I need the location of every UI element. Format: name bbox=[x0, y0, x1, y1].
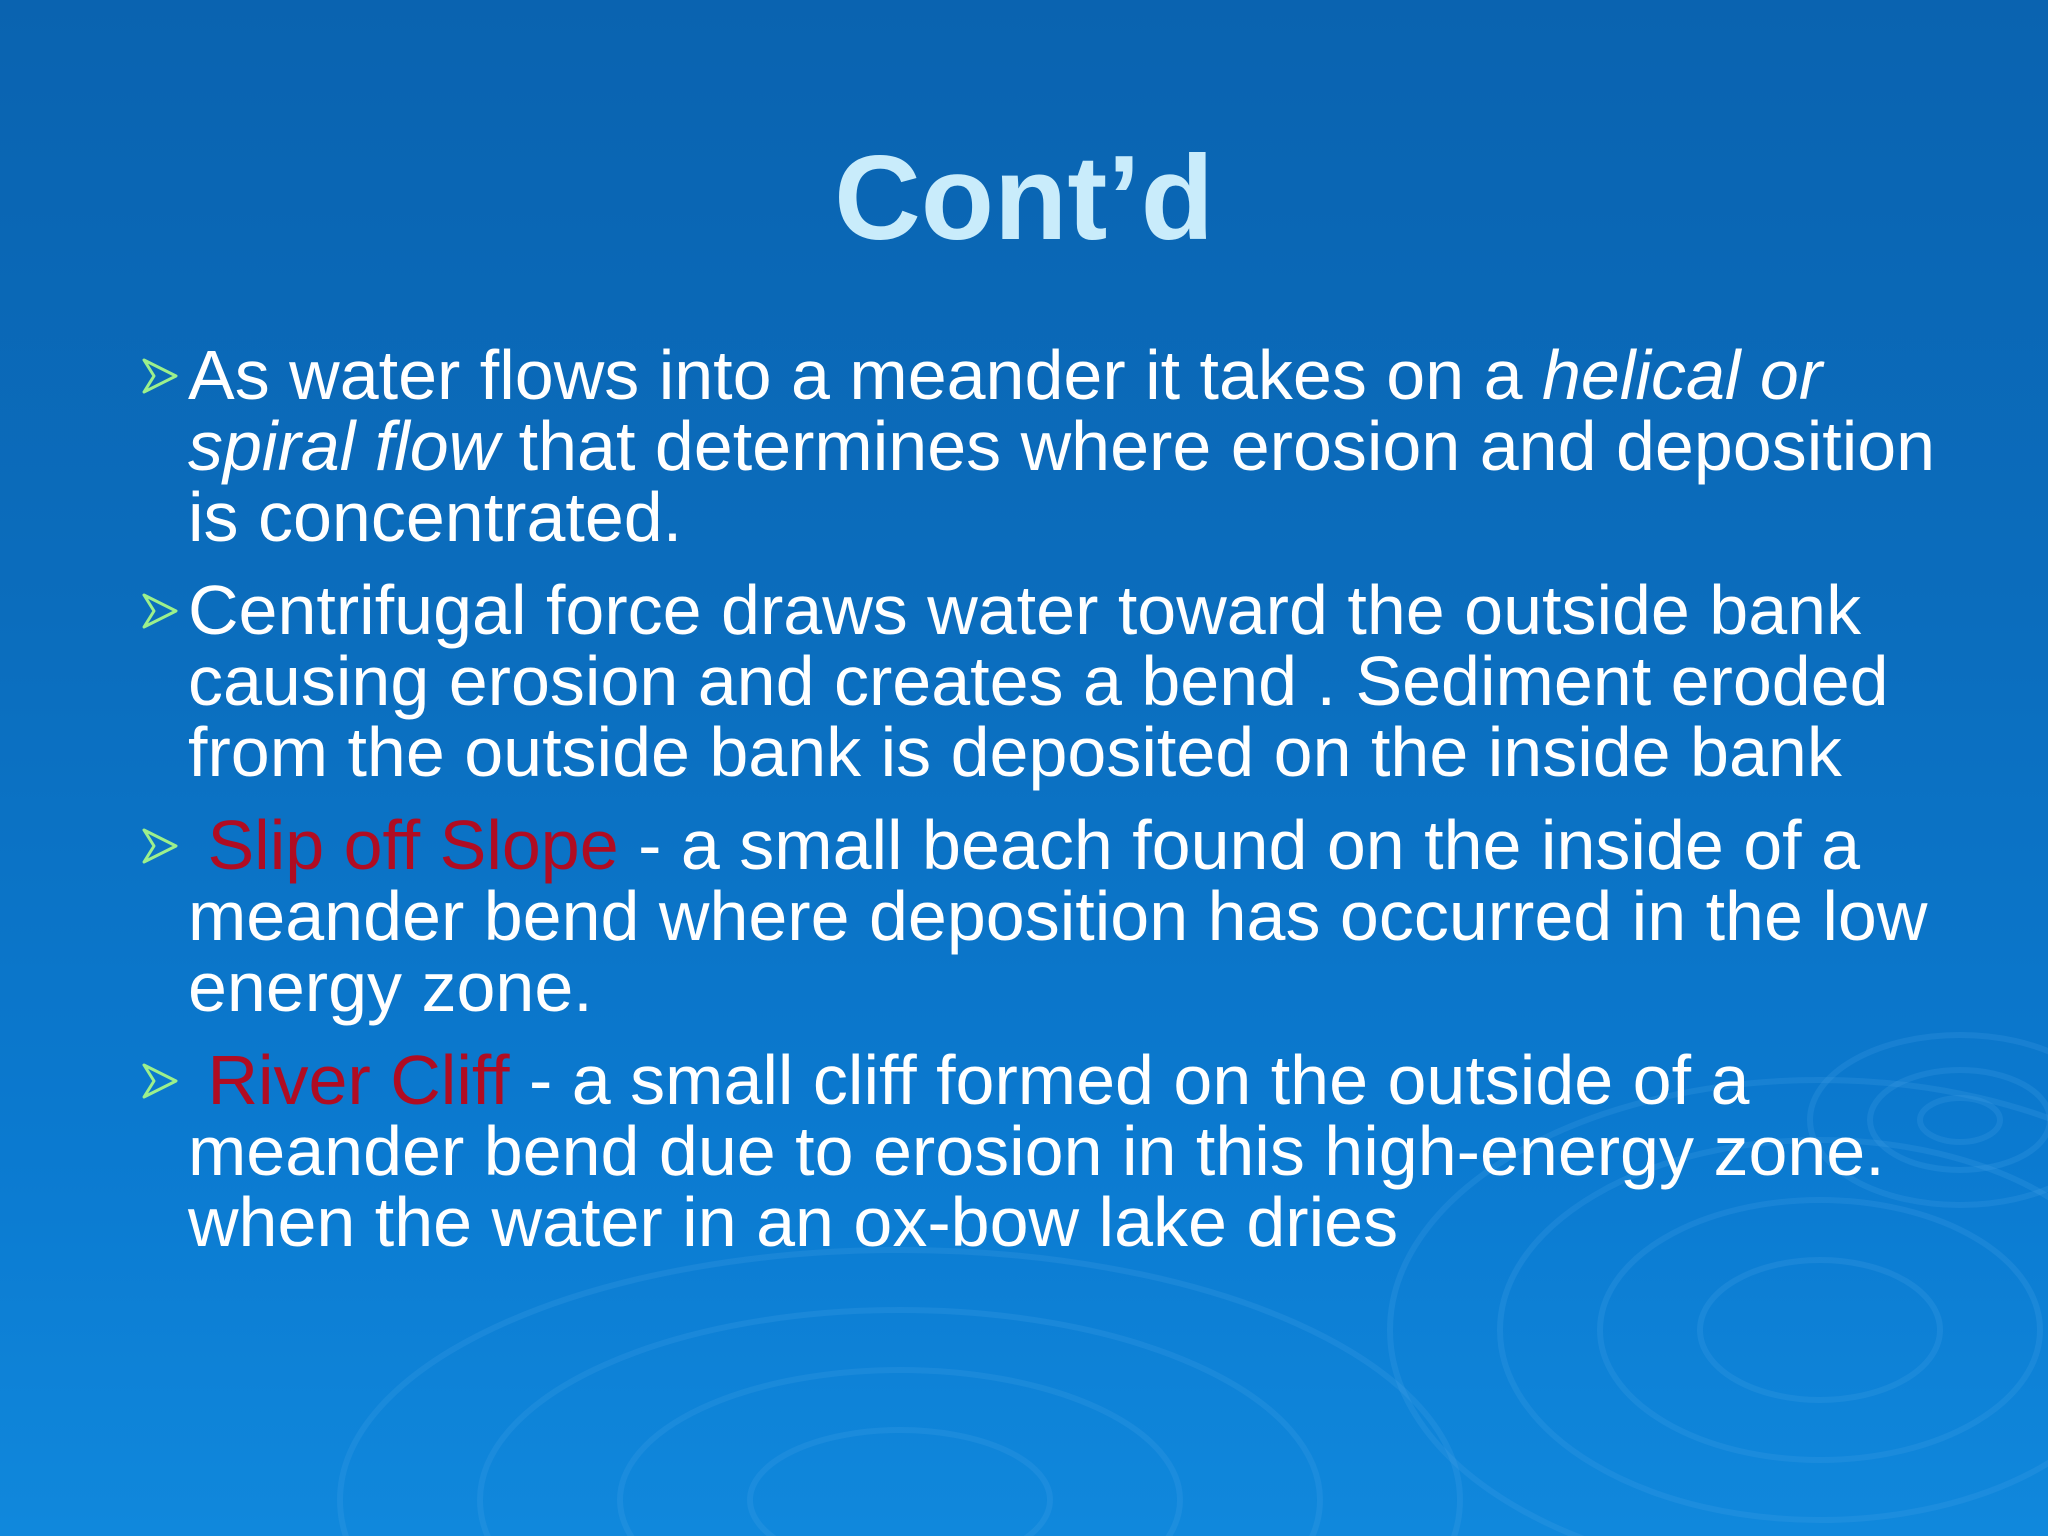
bullet-river-cliff bbox=[140, 1041, 1940, 1261]
bullet-emphasis: helical or spiral flow bbox=[188, 336, 1823, 485]
term-slip-off-slope: Slip off Slope bbox=[207, 806, 619, 884]
bullet-text: Centrifugal force draws water toward the outside bank causing erosion and creates a bend . Sediment eroded from the outside bank is deposited on the inside bank bbox=[188, 571, 1889, 791]
bullet-slip-off-slope bbox=[140, 806, 1940, 1026]
bullet-text: that determines where erosion and deposition is concentrated. bbox=[188, 407, 1936, 556]
term-river-cliff: River Cliff bbox=[207, 1041, 510, 1119]
bullet-definition: - a small beach found on the inside of a meander bend where deposition has occurred in the low energy zone. bbox=[188, 806, 1928, 1026]
slide-title: Cont’d bbox=[834, 131, 1214, 265]
arrowhead-bullet-icon bbox=[140, 1061, 180, 1101]
arrowhead-bullet-icon bbox=[140, 826, 180, 866]
bullet-centrifugal-force bbox=[140, 571, 1940, 791]
arrowhead-bullet-icon bbox=[140, 591, 180, 631]
bullet-definition: - a small cliff formed on the outside of a meander bend due to erosion in this high-energy zone. when the water in an ox-bow lake dries bbox=[188, 1041, 1885, 1261]
bullet-helical-flow bbox=[140, 336, 1940, 556]
bullet-text: As water flows into a meander it takes on a bbox=[188, 336, 1542, 414]
arrowhead-bullet-icon bbox=[140, 356, 180, 396]
bullet-list bbox=[140, 336, 1940, 1280]
